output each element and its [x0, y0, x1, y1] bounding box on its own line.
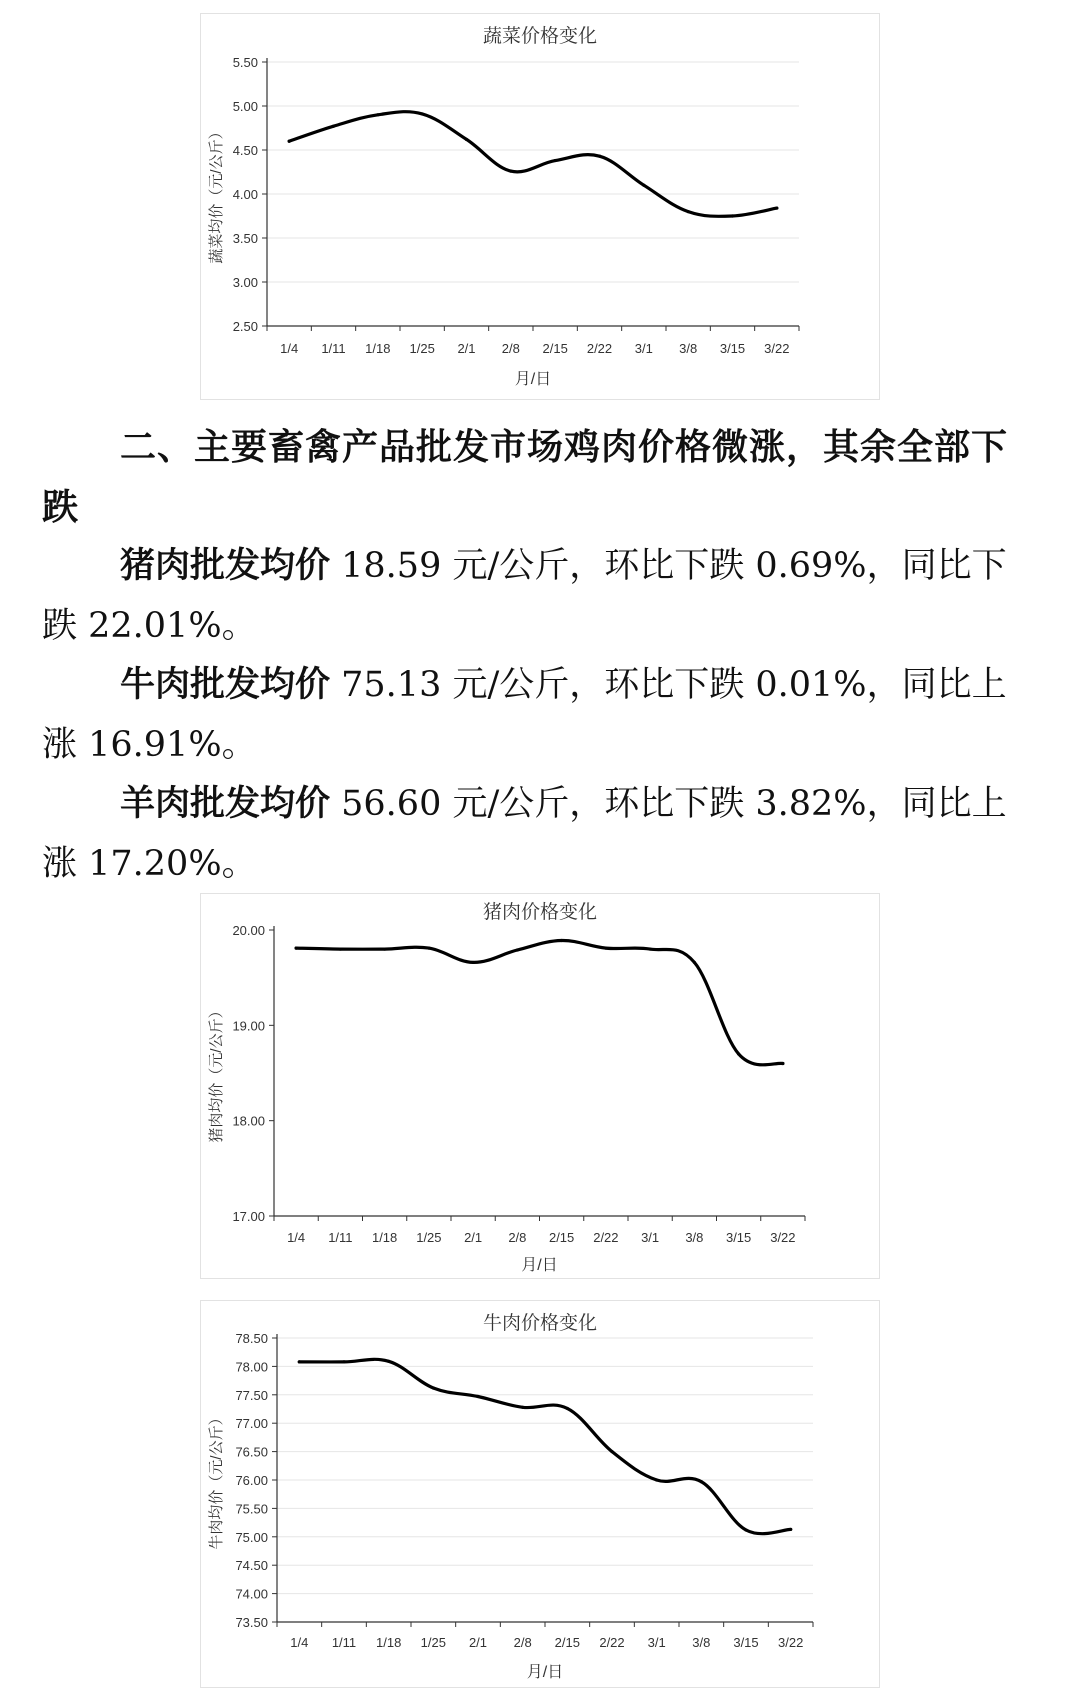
vegetable-price-chart — [200, 13, 880, 400]
x-tick-label: 2/8 — [508, 1230, 527, 1245]
data-point — [731, 214, 734, 217]
x-tick-label: 3/8 — [692, 1635, 711, 1650]
data-point — [744, 1528, 747, 1531]
data-point — [610, 1450, 613, 1453]
x-axis-title: 月/日 — [521, 1257, 558, 1274]
x-tick-label: 1/11 — [331, 1635, 357, 1650]
data-point — [598, 155, 601, 158]
y-tick-label: 73.50 — [235, 1615, 268, 1630]
data-point — [560, 939, 563, 942]
data-point — [465, 138, 468, 141]
y-tick-label: 76.00 — [235, 1473, 268, 1488]
data-point — [288, 140, 291, 143]
data-point — [421, 112, 424, 115]
chart-title: 猪肉价格变化 — [482, 902, 598, 923]
y-tick-label: 18.00 — [232, 1113, 265, 1129]
y-tick-label: 4.50 — [232, 143, 258, 158]
data-point — [687, 210, 690, 213]
x-tick-label: 2/22 — [586, 341, 613, 356]
pork-chart-svg — [201, 894, 879, 1278]
y-tick-label: 3.00 — [232, 275, 258, 290]
x-tick-label: 2/15 — [554, 1635, 580, 1650]
y-tick-label: 17.00 — [232, 1209, 265, 1224]
data-point — [427, 947, 430, 950]
chart-title: 牛肉价格变化 — [482, 1313, 598, 1334]
x-tick-label: 3/8 — [685, 1230, 704, 1245]
mutton-text: 56.60 元/公斤，环比下跌 3.82%，同比上 — [330, 784, 1007, 824]
x-tick-label: 3/1 — [634, 341, 653, 356]
x-tick-label: 2/22 — [599, 1635, 625, 1650]
data-point — [649, 947, 652, 950]
y-tick-label: 75.00 — [235, 1529, 268, 1545]
mutton-text-2: 涨 17.20%。 — [42, 844, 257, 884]
beef-lead: 牛肉批发均价 — [120, 665, 331, 705]
y-tick-label: 3.50 — [232, 231, 258, 246]
data-point — [655, 1478, 658, 1481]
x-tick-label: 3/22 — [778, 1635, 804, 1650]
data-point — [376, 113, 379, 116]
y-tick-label: 78.00 — [235, 1359, 268, 1375]
beef-price-chart — [200, 1300, 880, 1688]
data-point — [342, 1360, 345, 1363]
data-point — [476, 1395, 479, 1398]
pork-lead: 猪肉批发均价 — [120, 546, 331, 586]
x-tick-label: 2/8 — [501, 341, 520, 356]
y-tick-label: 76.50 — [235, 1444, 268, 1460]
chart-title: 蔬菜价格变化 — [482, 26, 598, 47]
y-axis-title: 牛肉均价（元/公斤） — [207, 1410, 225, 1550]
heading-line-1: 二、主要畜禽产品批发市场鸡肉价格微涨，其余全部下 — [120, 427, 1009, 468]
data-point — [781, 1062, 784, 1065]
data-point — [332, 125, 335, 128]
x-tick-label: 3/8 — [679, 341, 698, 356]
y-axis-title: 猪肉均价（元/公斤） — [207, 1003, 225, 1143]
y-tick-label: 77.50 — [235, 1387, 268, 1403]
x-tick-label: 2/15 — [542, 341, 568, 356]
series-line — [299, 1359, 790, 1533]
data-point — [521, 1406, 524, 1409]
data-point — [432, 1386, 435, 1389]
pork-text-2: 跌 22.01%。 — [42, 606, 257, 646]
y-axis-title: 蔬菜均价（元/公斤） — [207, 124, 225, 264]
x-tick-label: 2/15 — [548, 1230, 575, 1245]
y-tick-label: 2.50 — [232, 319, 258, 334]
data-point — [472, 961, 475, 964]
x-axis-title: 月/日 — [514, 371, 552, 388]
beef-paragraph — [42, 655, 1042, 775]
y-tick-label: 77.00 — [235, 1416, 268, 1432]
beef-text-2: 涨 16.91%。 — [42, 725, 257, 765]
x-tick-label: 3/1 — [647, 1635, 666, 1650]
mutton-lead: 羊肉批发均价 — [120, 784, 331, 824]
data-point — [604, 947, 607, 950]
pork-text: 18.59 元/公斤，环比下跌 0.69%，同比下 — [330, 546, 1007, 586]
data-point — [509, 170, 512, 173]
x-tick-label: 1/25 — [420, 1635, 446, 1650]
x-tick-label: 2/1 — [457, 341, 476, 356]
data-point — [516, 948, 519, 951]
y-tick-label: 74.00 — [235, 1586, 268, 1602]
section-heading — [42, 418, 1042, 538]
mutton-paragraph — [42, 774, 1042, 894]
data-point — [298, 1360, 301, 1363]
x-tick-label: 1/11 — [328, 1230, 353, 1245]
data-point — [693, 961, 696, 964]
x-tick-label: 1/4 — [280, 341, 299, 356]
y-tick-label: 4.00 — [232, 187, 258, 202]
x-tick-label: 1/4 — [287, 1230, 306, 1245]
vegetable-chart-svg — [201, 14, 879, 399]
series-line — [296, 940, 783, 1064]
y-tick-label: 74.50 — [235, 1558, 268, 1574]
data-point — [737, 1052, 740, 1055]
data-point — [554, 159, 557, 162]
data-point — [387, 1360, 390, 1363]
x-tick-label: 2/8 — [513, 1635, 532, 1650]
y-tick-label: 78.50 — [235, 1331, 268, 1346]
x-tick-label: 1/18 — [371, 1230, 398, 1245]
x-tick-label: 3/22 — [764, 341, 790, 356]
x-tick-label: 3/15 — [733, 1635, 759, 1650]
series-line — [289, 112, 777, 217]
data-point — [789, 1528, 792, 1531]
pork-price-chart — [200, 893, 880, 1279]
x-tick-label: 3/1 — [641, 1230, 660, 1245]
data-point — [295, 947, 298, 950]
heading-line-2: 跌 — [42, 487, 80, 528]
y-tick-label: 19.00 — [232, 1018, 265, 1034]
x-tick-label: 1/4 — [290, 1635, 309, 1650]
pork-paragraph — [42, 536, 1042, 656]
y-tick-label: 5.00 — [232, 99, 258, 114]
data-point — [566, 1407, 569, 1410]
x-tick-label: 3/22 — [770, 1230, 796, 1245]
x-axis-title: 月/日 — [526, 1664, 564, 1681]
data-point — [700, 1480, 703, 1483]
x-tick-label: 1/11 — [321, 341, 346, 356]
data-point — [339, 947, 342, 950]
beef-chart-svg — [201, 1301, 879, 1687]
data-point — [775, 206, 778, 209]
x-tick-label: 1/18 — [365, 341, 391, 356]
x-tick-label: 1/25 — [409, 341, 435, 356]
x-tick-label: 3/15 — [719, 341, 746, 356]
y-tick-label: 20.00 — [232, 923, 265, 938]
y-tick-label: 75.50 — [235, 1501, 268, 1517]
x-tick-label: 3/15 — [725, 1230, 752, 1245]
x-tick-label: 2/1 — [464, 1230, 483, 1245]
x-tick-label: 2/1 — [468, 1635, 488, 1650]
data-point — [383, 947, 386, 950]
data-point — [642, 184, 645, 187]
x-tick-label: 2/22 — [593, 1230, 619, 1245]
x-tick-label: 1/18 — [376, 1635, 402, 1650]
beef-text: 75.13 元/公斤，环比下跌 0.01%，同比上 — [330, 665, 1007, 705]
x-tick-label: 1/25 — [416, 1230, 442, 1245]
y-tick-label: 5.50 — [232, 55, 258, 70]
